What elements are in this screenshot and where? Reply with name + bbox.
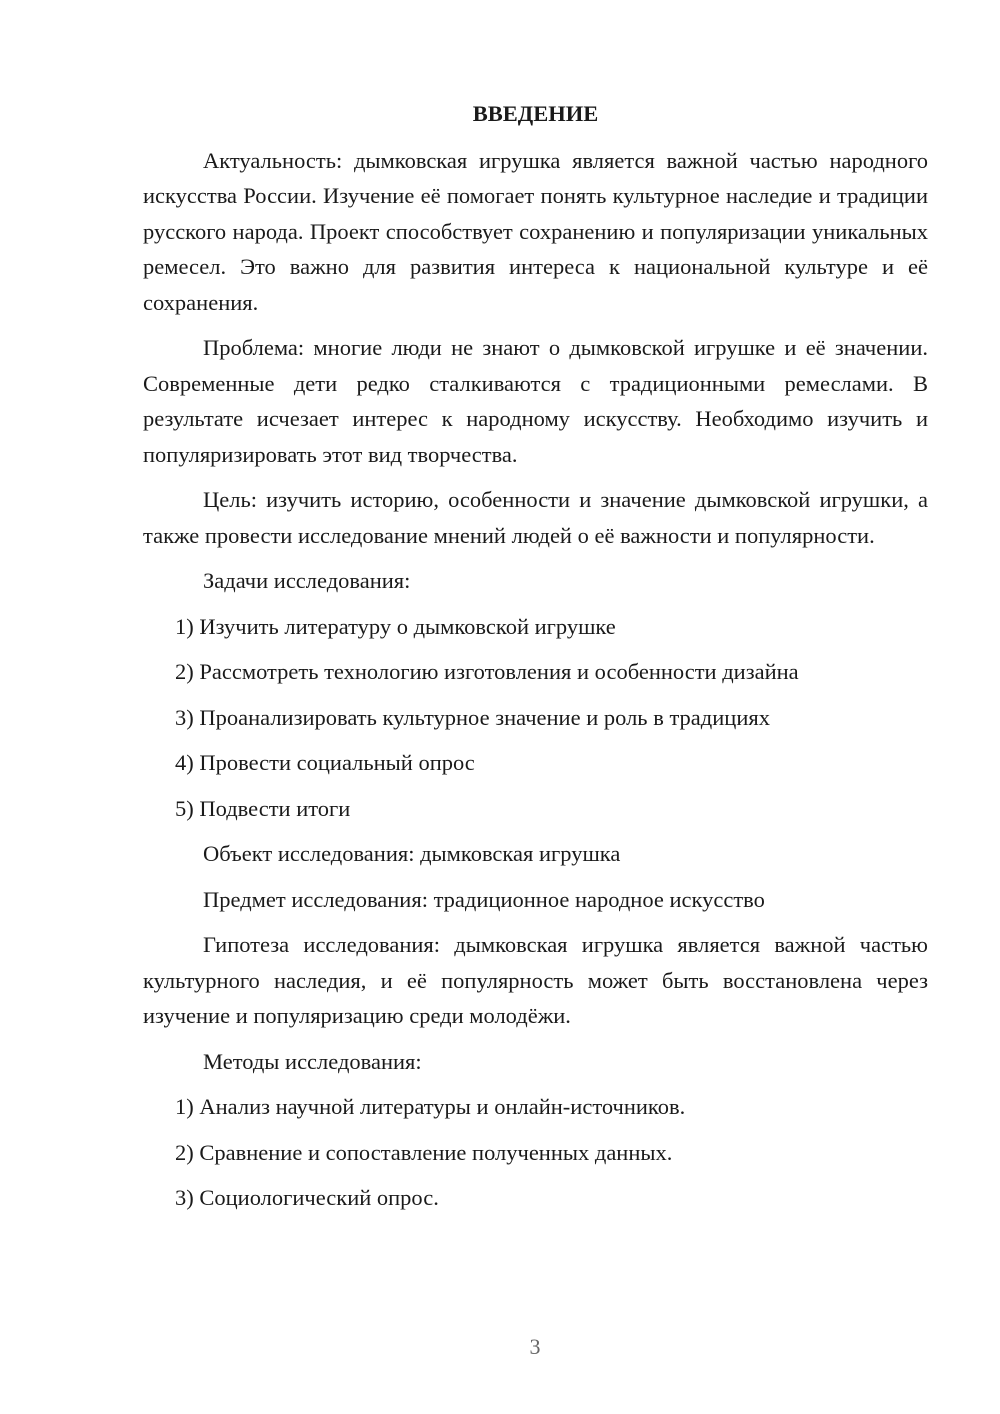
hypothesis-paragraph: Гипотеза исследования: дымковская игрушка является важной частью культурного наследия, и её популярность может быть восстановлена через изучение и популяризацию среди молодёжи.	[143, 932, 928, 1028]
tasks-title: Задачи исследования:	[203, 568, 411, 593]
methods-list-item: 1) Анализ научной литературы и онлайн-источников.	[175, 1094, 686, 1119]
tasks-list-item: 1) Изучить литературу о дымковской игрушке	[175, 613, 616, 639]
object-line: Объект исследования: дымковская игрушка	[203, 841, 621, 866]
page-number: 3	[529, 1334, 541, 1359]
section-heading: ВВЕДЕНИЕ	[472, 101, 599, 126]
methods-list-item: 3) Социологический опрос.	[175, 1185, 439, 1210]
methods-title: Методы исследования:	[203, 1048, 422, 1074]
tasks-list-item: 4) Провести социальный опрос	[175, 750, 475, 775]
tasks-list-item: 5) Подвести итоги	[175, 795, 351, 821]
methods-list-item: 2) Сравнение и сопоставление полученных данных.	[175, 1139, 673, 1165]
subject-line: Предмет исследования: традиционное народное искусство	[203, 886, 765, 912]
document-body	[143, 96, 928, 1226]
relevance-paragraph: Актуальность: дымковская игрушка является важной частью народного искусства России. Изучение её помогает понять культурное наследие и традиции русского народа. Проект способствует сохранению и популяризации уникальных ремесел. Это важно для развития интереса к национальной культуре и её сохранения.	[143, 147, 928, 315]
problem-paragraph: Проблема: многие люди не знают о дымковской игрушке и её значении. Современные дети редко сталкиваются с традиционными ремеслами. В результате исчезает интерес к народному искусству. Необходимо изучить и популяризировать этот вид творчества.	[143, 335, 928, 467]
tasks-list-item: 2) Рассмотреть технологию изготовления и особенности дизайна	[175, 659, 799, 684]
goal-paragraph: Цель: изучить историю, особенности и значение дымковской игрушки, а также провести исследование мнений людей о её важности и популярности.	[143, 487, 928, 548]
tasks-list-item: 3) Проанализировать культурное значение и роль в традициях	[175, 704, 770, 730]
